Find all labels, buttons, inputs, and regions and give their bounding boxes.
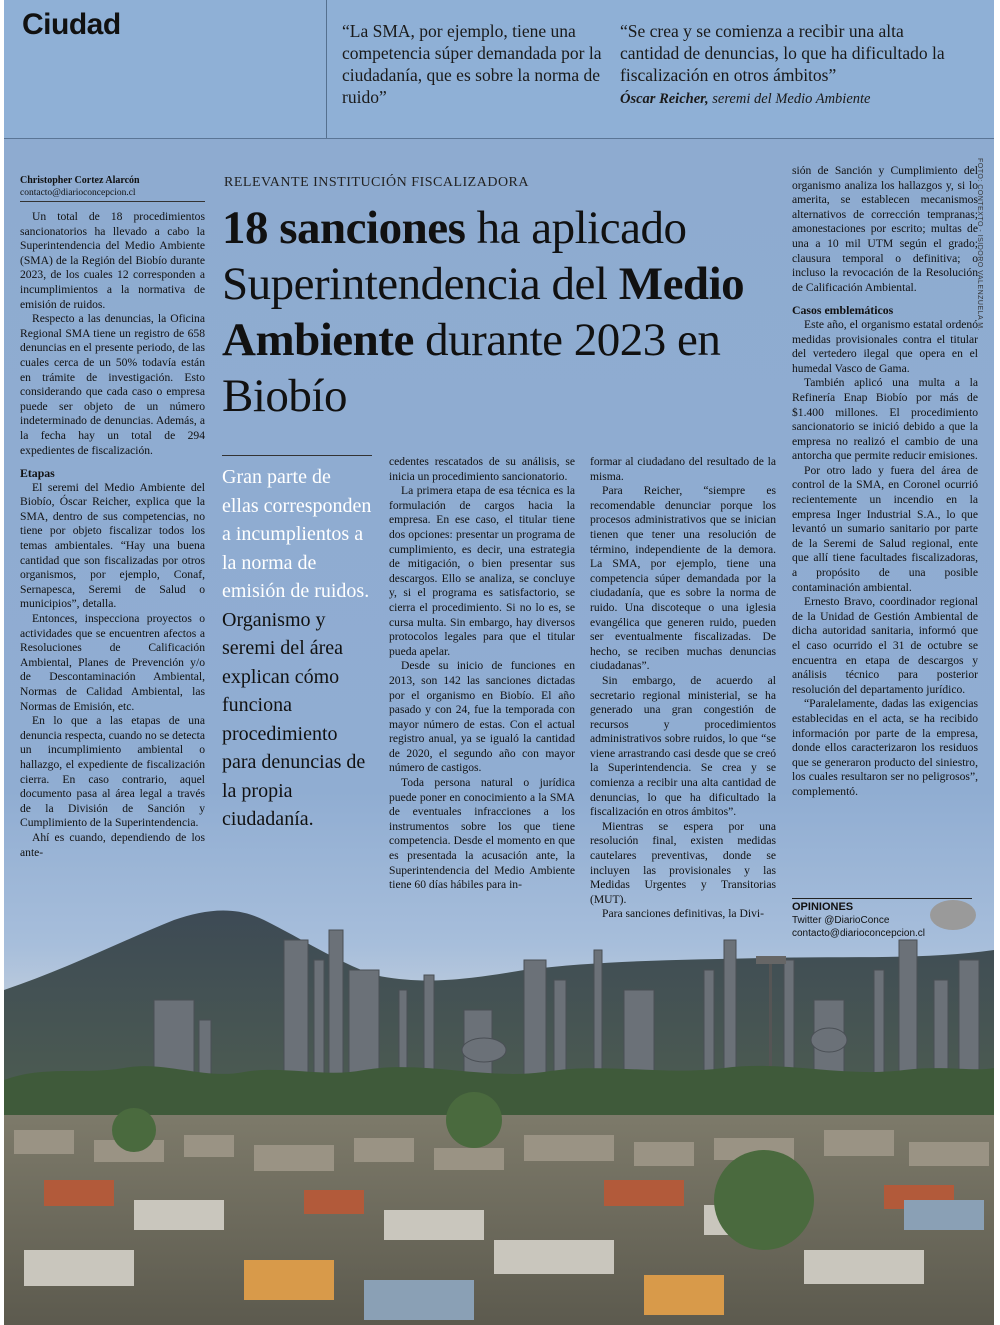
article-column-1	[20, 175, 205, 860]
paragraph: Entonces, inspecciona proyectos o actividades que se encuentren afectos a Resoluciones de Calificación Ambiental, Planes de Prevención y/o de Descontaminación Ambiental, Normas de Calidad Ambiental, las Normas de Emisión, etc.	[20, 612, 205, 713]
paragraph: Sin embargo, de acuerdo al secretario regional ministerial, se ha generado una gran congestión de recursos y procedimientos administrativos sobre ruidos, lo que “se viene arrastrando casi desde que se creó la Superintendencia. Se crea y se comienza a recibir una alta cantidad de denuncias, lo que ha dificultado la fiscalización en otros ámbitos”.	[590, 673, 776, 819]
headline-bold-2: Medio Ambiente	[222, 258, 745, 366]
deck	[222, 463, 372, 834]
paragraph: Ahí es cuando, dependiendo de los ante-	[20, 830, 205, 859]
paragraph: Un total de 18 procedimientos sancionatorios ha llevado a cabo la Superintendencia del Medio Ambiente (SMA) de la Región del Biobío durante 2023, de los cuales 12 corresponden a incumplimientos a la normativa de emisión de ruidos.	[20, 210, 205, 311]
paragraph: Desde su inicio de funciones en 2013, son 142 las sanciones dictadas por el organismo en Biobío. El año pasado y con 24, fue la temporada con mayor número de estas. Con el actual registro anual, ya se igualó la cantidad de 2020, el segundo año con mayor número de castigos.	[389, 659, 575, 775]
headline-text-2: durante 2023 en Biobío	[222, 314, 721, 422]
paragraph: También aplicó una multa a la Refinería Enap Biobío por más de $1.400 millones. El procedimiento sancionatorio se inició debido a que la empresa no realizó el cambio de una antorcha que permite reducir emisiones.	[792, 376, 978, 463]
opiniones-box	[792, 898, 972, 940]
headline	[222, 200, 782, 424]
paragraph: Toda persona natural o jurídica puede poner en conocimiento a la SMA de eventuales infracciones a los instrumentos sobre los que tiene competencia. Desde el momento en que es presentada la acusación ante, la Superintendencia del Medio Ambiente tiene 60 días hábiles para in-	[389, 776, 575, 892]
headline-text-1: ha aplicado Superintendencia del	[222, 202, 687, 310]
paragraph: Por otro lado y fuera del área de control de la SMA, en Coronel ocurrió recientemente un incendio en la empresa Inger Industrial S.A., lo que levantó un sumario sanitario por parte de la Seremi de Salud regional, ente que allí tiene facultades fiscalizadoras, a propósito de una posible contaminación ambiental.	[792, 463, 978, 594]
paragraph: La primera etapa de esa técnica es la formulación de cargos hacia la empresa. En ese caso, el titular tiene dos opciones: presentar un programa de cumplimiento, es decir, una estrategia de mitigación, o bien presentar sus descargos. Ello se analiza, se concluye y, si el programa es satisfactorio, se cierra el procedimiento. Si no lo es, se cursa multa. Sin embargo, hay diversos protocolos legales para que el titular pueda apelar.	[389, 484, 575, 658]
paragraph: “Paralelamente, dadas las exigencias establecidas en el acta, se ha recibido información por parte de la empresa, donde ellos caracterizaron los residuos que se generaron producto del siniestro, los cuales resultaron ser no peligrosos”, complementó.	[792, 697, 978, 798]
section-title: Ciudad	[22, 8, 121, 41]
paragraph: En lo que a las etapas de una denuncia respecta, cuando no se detecta un incumplimiento ambiental o hallazgo, el expediente de fiscalización cierra. En caso contrario, aquel documento pasa al área legal a través de la División de Sanción y Cumplimiento de la Superintendencia.	[20, 714, 205, 830]
opiniones-twitter[interactable]: Twitter @DiarioConce	[792, 915, 890, 926]
byline-name: Christopher Cortez Alarcón	[20, 175, 140, 186]
refinery-photo	[4, 880, 994, 1325]
paragraph: Mientras se espera por una resolución final, existen medidas cautelares preventivas, donde se incluyen las provisionales y las Medidas Urgentes y Transitorias (MUT).	[590, 819, 776, 906]
pull-quote-2-text: “Se crea y se comienza a recibir una alta cantidad de denuncias, lo que ha dificultado la fiscalización en otros ámbitos”	[620, 21, 945, 85]
paragraph: Ernesto Bravo, coordinador regional de la Unidad de Gestión Ambiental de dicha autoridad sanitaria, informó que el caso ocurrido el 31 de octubre se encuentra en etapa de descargos y análisis técnico para posterior resolución del departamento jurídico.	[792, 595, 978, 696]
header-divider	[326, 0, 327, 138]
article-column-2	[389, 455, 575, 893]
pull-quote-2-attribution	[620, 88, 955, 110]
deck-highlight: Gran parte de ellas corresponden a incumplientos a la norma de emisión de ruidos.	[222, 466, 372, 602]
paragraph: Para sanciones definitivas, la Divi-	[602, 907, 764, 921]
subheading-etapas: Etapas	[20, 466, 55, 481]
deck-rule	[222, 455, 372, 456]
article-column-3	[590, 455, 776, 922]
paragraph: formar al ciudadano del resultado de la misma.	[590, 455, 776, 483]
kicker: RELEVANTE INSTITUCIÓN FISCALIZADORA	[224, 175, 530, 190]
photo-credit: FOTO: CONTEXTO - ISIDORO VALENZUELA M.	[976, 158, 983, 332]
headline-bold-1: 18 sanciones	[222, 202, 466, 254]
byline-email: contacto@diarioconcepcion.cl	[20, 187, 205, 202]
paragraph: Respecto a las denuncias, la Oficina Regional SMA tiene un registro de 658 denuncias en el presente periodo, de las cuales cerca de un 50% todavía están en trámite de investigación. Esto considerando que cada caso o empresa puede ser objeto de un número indeterminado de denuncias. Además, a la fecha hay un total de 294 expedientes de fiscalización.	[20, 312, 205, 457]
paragraph: El seremi del Medio Ambiente del Biobío, Óscar Reicher, explica que la SMA, dentro de sus competencias, no tiene por objeto fiscalizar todos los temas ambientales. “Hay una buena cantidad que son fiscalizadas por otros organismos, por ejemplo, Conaf, Sernapesca, Seremi de Salud o municipios”, detalla.	[20, 480, 205, 611]
paragraph: cedentes rescatados de su análisis, se inicia un procedimiento sancionatorio.	[389, 455, 575, 483]
opiniones-title: OPINIONES	[792, 898, 972, 914]
pull-quote-2	[620, 20, 955, 110]
opiniones-email[interactable]: contacto@diarioconcepcion.cl	[792, 928, 926, 939]
pull-quote-1: “La SMA, por ejemplo, tiene una competencia súper demandada por la ciudadanía, que es sobre la norma de ruido”	[342, 21, 602, 107]
quote-author: Óscar Reicher,	[620, 91, 709, 107]
deck-text: Organismo y seremi del área explican cómo funciona procedimiento para denuncias de la propia ciudadanía.	[222, 608, 366, 830]
paragraph: sión de Sanción y Cumplimiento del organismo analiza los hallazgos y, si lo amerita, se establecen mecanismos alternativos de corrección tempranas; amonestaciones por escrito; multas de una a 10 mil UTM según el grado; clausura temporal o definitiva; o incluso la revocación de la Resolución de Calificación Ambiental.	[792, 164, 978, 294]
paragraph: Este año, el organismo estatal ordenó medidas provisionales contra el titular del vertedero ilegal que opera en el humedal Vasco de Gama.	[792, 317, 978, 375]
quote-author-role: seremi del Medio Ambiente	[708, 91, 871, 107]
subheading-casos: Casos emblemáticos	[792, 303, 894, 318]
section-header	[4, 0, 994, 139]
paragraph: Para Reicher, “siempre es recomendable denunciar porque los procesos administrativos que se inician tienen que tener una resolución de término, independiente de la demora. La SMA, por ejemplo, tiene una competencia súper demandada por la ciudadanía, que es sobre la norma de ruido. Una discoteque o una iglesia evangélica que generen ruido, pueden ser eventualmente fiscalizadas. De hecho, se reciben muchas denuncias ciudadanas”.	[590, 484, 776, 673]
article-column-4	[792, 164, 978, 800]
